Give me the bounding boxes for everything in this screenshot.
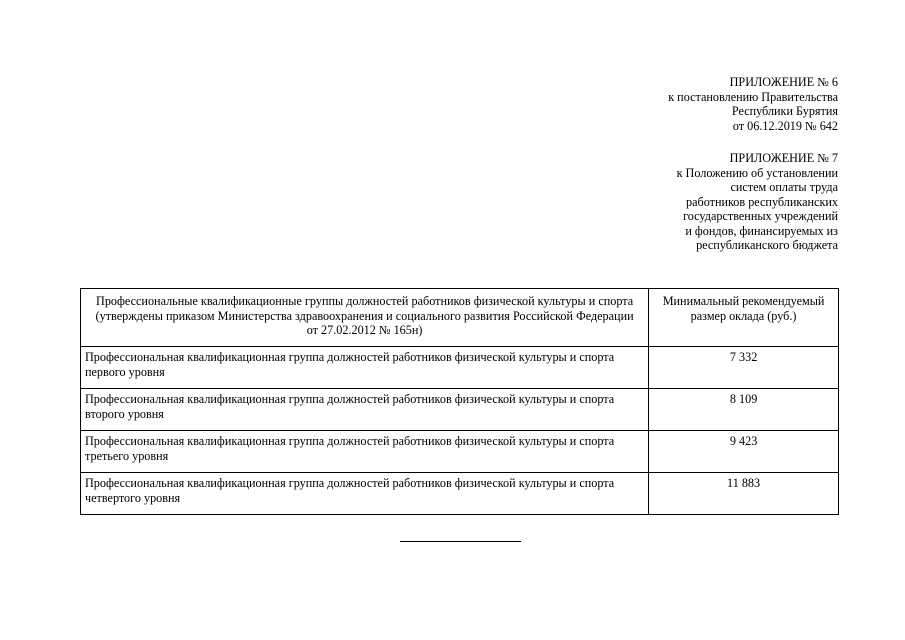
- appendix-6-title: ПРИЛОЖЕНИЕ № 6: [729, 75, 838, 89]
- table-row: [81, 473, 839, 515]
- appendix-7-line: республиканского бюджета: [696, 238, 838, 252]
- appendix-7-line: к Положению об установлении: [676, 165, 838, 180]
- appendix-7-line: работников республиканских: [686, 194, 838, 209]
- table-row: [81, 347, 839, 389]
- salary-table: [80, 288, 839, 515]
- group-name-cell: Профессиональная квалификационная группа должностей работников физической культуры и спорта третьего уровня: [81, 431, 649, 473]
- header-cell-salary: Минимальный рекомендуемый размер оклада (руб.): [649, 289, 839, 347]
- closing-separator-line: [400, 541, 521, 542]
- appendix-7-line: систем оплаты труда: [730, 180, 838, 194]
- appendix-6-block: [538, 75, 838, 133]
- group-name-cell: Профессиональная квалификационная группа должностей работников физической культуры и спорта первого уровня: [81, 347, 649, 389]
- appendix-7-line: государственных учреждений: [683, 209, 838, 223]
- appendix-6-line: к постановлению Правительства: [668, 89, 838, 104]
- group-name-cell: Профессиональная квалификационная группа должностей работников физической культуры и спорта четвертого уровня: [81, 473, 649, 515]
- salary-value-cell: 8 109: [649, 389, 839, 431]
- table-header-row: [81, 289, 839, 347]
- header-cell-groups: Профессиональные квалификационные группы должностей работников физической культуры и спорта (утверждены приказом Министерства здравоохранения и социального развития Российской Федерации от 27.02.2012 № 165н): [81, 289, 649, 347]
- group-name-cell: Профессиональная квалификационная группа должностей работников физической культуры и спорта второго уровня: [81, 389, 649, 431]
- table-row: [81, 431, 839, 473]
- appendix-7-block: [538, 151, 838, 253]
- appendix-7-line: и фондов, финансируемых из: [685, 223, 838, 238]
- salary-value-cell: 9 423: [649, 431, 839, 473]
- table-row: [81, 389, 839, 431]
- appendix-7-title: ПРИЛОЖЕНИЕ № 7: [729, 151, 838, 165]
- salary-value-cell: 11 883: [649, 473, 839, 515]
- appendix-6-line: Республики Бурятия: [731, 104, 838, 118]
- salary-value-cell: 7 332: [649, 347, 839, 389]
- appendix-6-date: от 06.12.2019 № 642: [732, 118, 838, 133]
